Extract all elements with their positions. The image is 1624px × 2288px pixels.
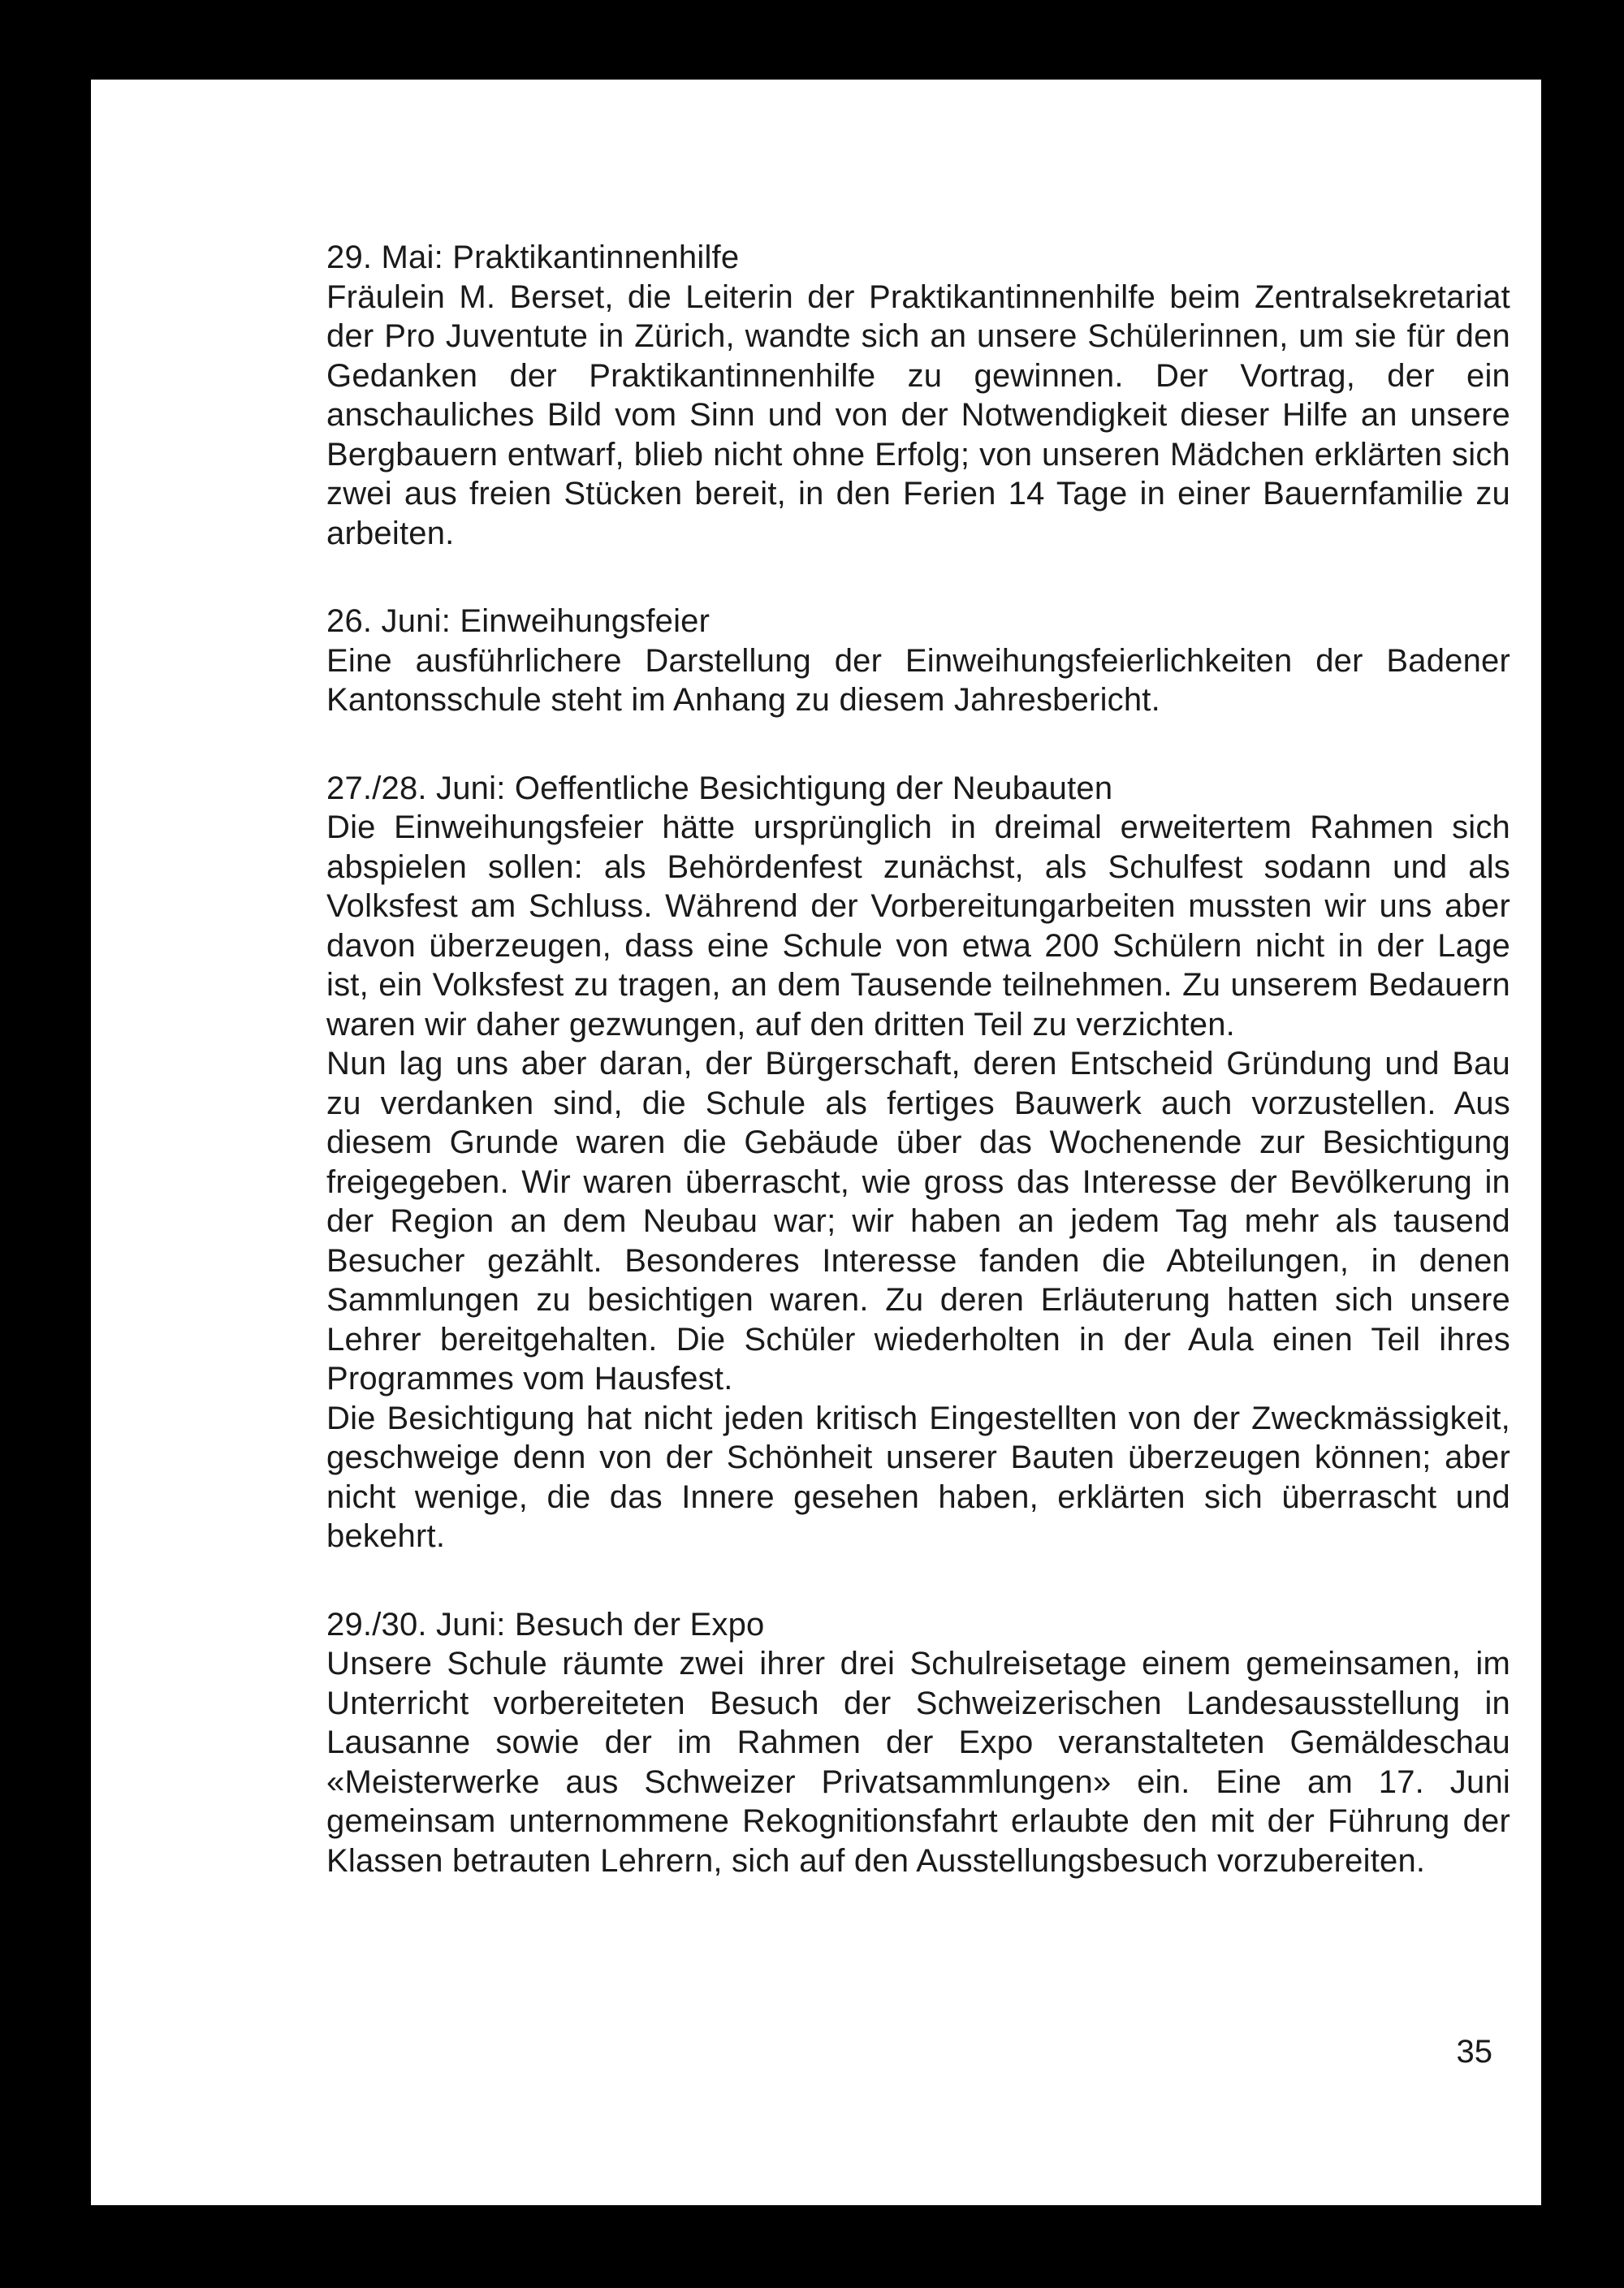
entry-besuch-expo <box>326 1605 1510 1881</box>
document-page <box>91 80 1541 2205</box>
text-column <box>326 238 1510 1929</box>
entry-heading: 27./28. Juni: Oeffentliche Besichtigung der Neubauten <box>326 770 1113 806</box>
page-number: 35 <box>1456 2034 1492 2070</box>
entry-besichtigung-neubauten <box>326 769 1510 1556</box>
entry-heading: 29. Mai: Praktikantinnenhilfe <box>326 240 740 275</box>
entry-paragraph: Fräulein M. Berset, die Leiterin der Praktikantinnenhilfe beim Zentralsekretariat der Pro Juventute in Zürich, wandte sich an unsere Schülerinnen, um sie für den Gedanken der Praktikantinnenhilfe zu gewinnen. Der Vortrag, der ein anschauliches Bild vom Sinn und von der Notwendigkeit dieser Hilfe an unsere Bergbauern entwarf, blieb nicht ohne Erfolg; von unseren Mädchen erklärten sich zwei aus freien Stücken bereit, in den Ferien 14 Tage in einer Bauernfamilie zu arbeiten. <box>326 278 1510 551</box>
entry-praktikantinnenhilfe <box>326 238 1510 553</box>
entry-paragraph: Die Einweihungsfeier hätte ursprünglich in dreimal erweitertem Rahmen sich abspielen sollen: als Behördenfest zunächst, als Schulfest sodann und als Volksfest am Schluss. Während der Vorbereitungarbeiten mussten wir uns aber davon überzeugen, dass eine Schule von etwa 200 Schülern nicht in der Lage ist, ein Volksfest zu tragen, an dem Tausende teilnehmen. Zu unserem Bedauern waren wir daher gezwungen, auf den dritten Teil zu verzichten. <box>326 809 1510 1043</box>
entry-paragraph: Unsere Schule räumte zwei ihrer drei Schulreisetage einem gemeinsamen, im Unterricht vorbereiteten Besuch der Schweizerischen Landesausstellung in Lausanne sowie der im Rahmen der Expo veranstalteten Gemäldeschau «Meisterwerke aus Schweizer Privatsammlungen» ein. Eine am 17. Juni gemeinsam unternommene Rekognitionsfahrt erlaubte den mit der Führung der Klassen betrauten Lehrern, sich auf den Ausstellungsbesuch vorzubereiten. <box>326 1646 1510 1879</box>
entry-paragraph: Nun lag uns aber daran, der Bürgerschaft, deren Entscheid Gründung und Bau zu verdanken sind, die Schule als fertiges Bauwerk auch vorzustellen. Aus diesem Grunde waren die Gebäude über das Wochenende zur Besichtigung freigegeben. Wir waren überrascht, wie gross das Interesse der Bevölkerung in der Region an dem Neubau war; wir haben an jedem Tag mehr als tausend Besucher gezählt. Besonderes Interesse fanden die Abteilungen, in denen Sammlungen zu besichtigen waren. Zu deren Erläuterung hatten sich unsere Lehrer bereitgehalten. Die Schüler wiederholten in der Aula einen Teil ihres Programmes vom Hausfest. <box>326 1046 1510 1397</box>
entry-paragraph: Eine ausführlichere Darstellung der Einweihungsfeierlichkeiten der Badener Kantonsschule steht im Anhang zu diesem Jahresbericht. <box>326 642 1510 718</box>
entry-heading: 29./30. Juni: Besuch der Expo <box>326 1606 765 1643</box>
entry-paragraph: Die Besichtigung hat nicht jeden kritisch Eingestellten von der Zweckmässigkeit, geschweige denn von der Schönheit unserer Bauten überzeugen können; aber nicht wenige, die das Innere gesehen haben, erklärten sich überrascht und bekehrt. <box>326 1400 1510 1554</box>
entry-einweihungsfeier <box>326 602 1510 720</box>
entry-heading: 26. Juni: Einweihungsfeier <box>326 603 710 639</box>
